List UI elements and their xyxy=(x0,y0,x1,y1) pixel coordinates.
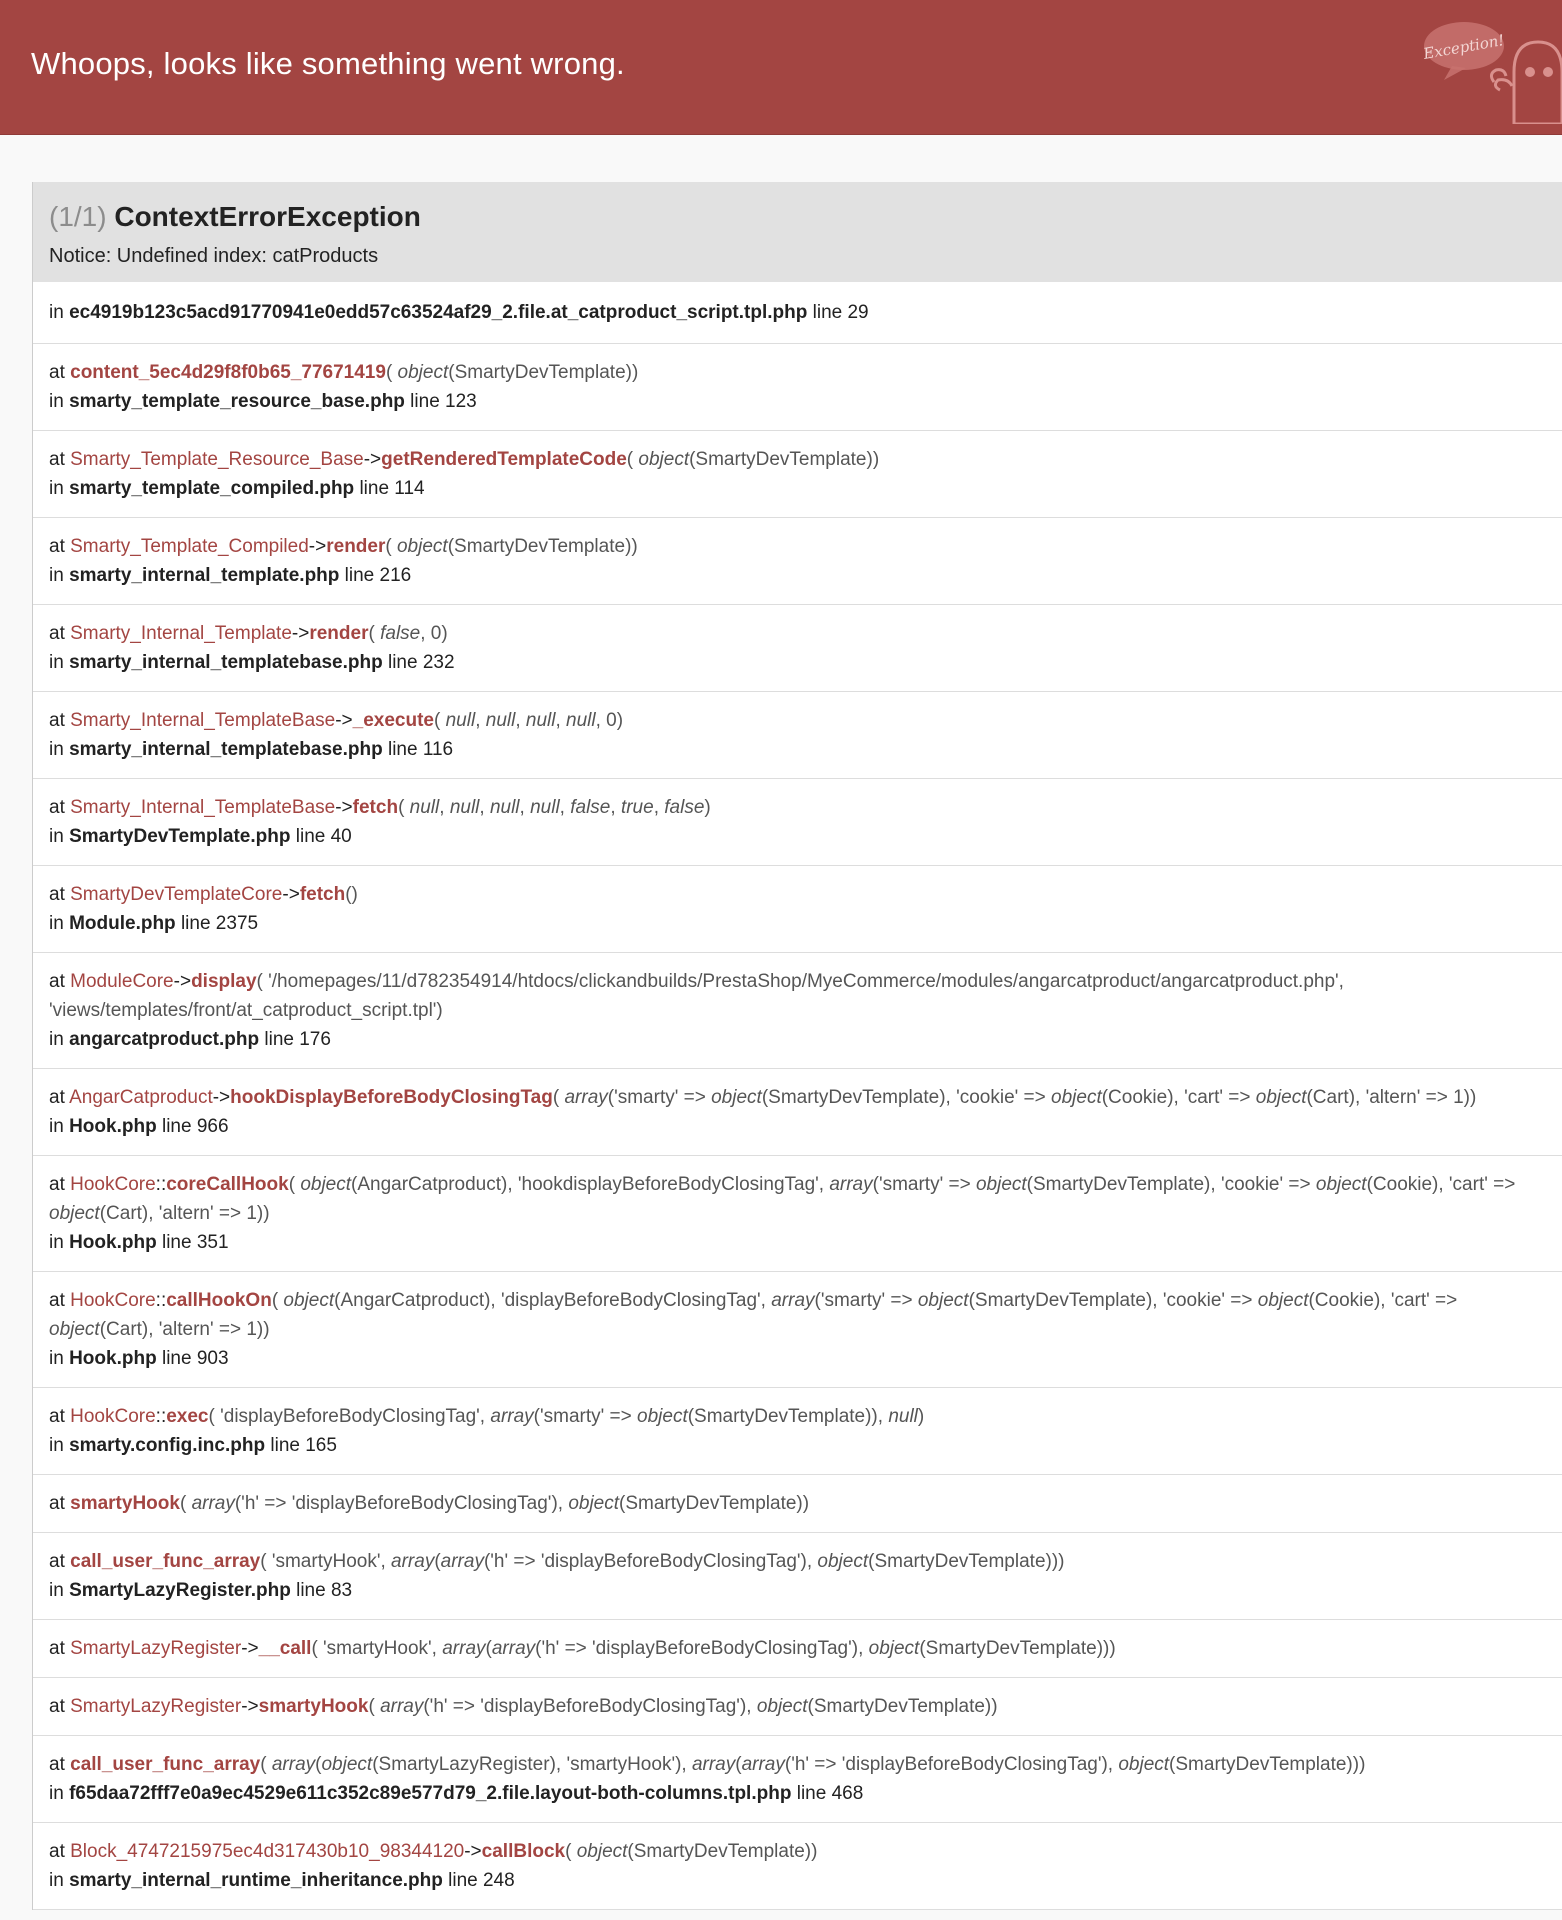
trace-method: coreCallHook xyxy=(166,1174,289,1195)
trace-line: line 903 xyxy=(156,1348,229,1369)
trace-row: at smartyHook( array('h' => 'displayBeforeBodyClosingTag'), object(SmartyDevTemplate)) xyxy=(33,1475,1562,1533)
trace-file: smarty.config.inc.php xyxy=(69,1435,266,1456)
trace-row: at Smarty_Internal_TemplateBase->fetch( null, null, null, null, false, true, false) in SmartyDevTemplate.php line 40 xyxy=(33,779,1562,866)
trace-origin: in ec4919b123c5acd91770941e0edd57c63524af29_2.file.at_catproduct_script.tpl.php line 29 xyxy=(33,282,1562,344)
trace-line: line 232 xyxy=(382,652,455,673)
trace-args: ( 'displayBeforeBodyClosingTag', array('smarty' => object(SmartyDevTemplate)), null) xyxy=(208,1406,925,1427)
trace-class: HookCore xyxy=(70,1406,156,1427)
trace-row: at SmartyLazyRegister->__call( 'smartyHook', array(array('h' => 'displayBeforeBodyClosingTag'), object(SmartyDevTemplate))) xyxy=(33,1620,1562,1678)
trace-row: at call_user_func_array( 'smartyHook', array(array('h' => 'displayBeforeBodyClosingTag'), object(SmartyDevTemplate))) in SmartyLazyRegister.php line 83 xyxy=(33,1533,1562,1620)
trace-line: line 966 xyxy=(156,1116,229,1137)
trace-file: Hook.php xyxy=(69,1116,157,1137)
trace-row: at SmartyDevTemplateCore->fetch() in Module.php line 2375 xyxy=(33,866,1562,953)
trace-file: angarcatproduct.php xyxy=(69,1029,260,1050)
trace-file: smarty_template_compiled.php xyxy=(69,478,355,499)
trace-file: smarty_template_resource_base.php xyxy=(69,391,405,412)
trace-class: Smarty_Internal_TemplateBase xyxy=(70,710,336,731)
trace-line: line 114 xyxy=(354,478,425,499)
trace-class: Smarty_Internal_TemplateBase xyxy=(70,797,336,818)
trace-row: at AngarCatproduct->hookDisplayBeforeBodyClosingTag( array('smarty' => object(SmartyDevTemplate), 'cookie' => object(Cookie), 'cart' => object(Cart), 'altern' => 1)) in Hook.php line 966 xyxy=(33,1069,1562,1156)
trace-file: smarty_internal_template.php xyxy=(69,565,340,586)
trace-method: callHookOn xyxy=(166,1290,272,1311)
trace-args: () xyxy=(345,884,358,905)
trace-args: ( object(SmartyDevTemplate)) xyxy=(565,1841,818,1862)
trace-args: ( object(AngarCatproduct), 'displayBeforeBodyClosingTag', array('smarty' => object(SmartyDevTemplate), 'cookie' => object(Cookie), 'cart' => object(Cart), 'altern' => 1)) xyxy=(49,1290,1458,1340)
trace-args: ( null, null, null, null, 0) xyxy=(434,710,624,731)
trace-class: Smarty_Template_Compiled xyxy=(70,536,309,557)
exception-panel xyxy=(32,182,1562,1910)
trace-method: call_user_func_array xyxy=(70,1754,261,1775)
trace-row: at ModuleCore->display( '/homepages/11/d782354914/htdocs/clickandbuilds/PrestaShop/MyeCommerce/modules/angarcatproduct/angarcatproduct.php', 'views/templates/front/at_catproduct_script.tpl') in angarcatproduct.php line 176 xyxy=(33,953,1562,1069)
trace-line: 29 xyxy=(847,302,869,323)
trace-row: at Smarty_Internal_TemplateBase->_execute( null, null, null, null, 0) in smarty_internal_templatebase.php line 116 xyxy=(33,692,1562,779)
trace-method: fetch xyxy=(299,884,346,905)
trace-args: ( array('h' => 'displayBeforeBodyClosingTag'), object(SmartyDevTemplate)) xyxy=(368,1696,998,1717)
trace-row: at HookCore::exec( 'displayBeforeBodyClosingTag', array('smarty' => object(SmartyDevTemplate)), null) in smarty.config.inc.php line 165 xyxy=(33,1388,1562,1475)
trace-line: line 2375 xyxy=(175,913,259,934)
trace-line: line 468 xyxy=(791,1783,864,1804)
trace-file: Hook.php xyxy=(69,1232,157,1253)
stack-trace xyxy=(33,282,1562,1910)
trace-class: HookCore xyxy=(70,1174,156,1195)
trace-line: line 116 xyxy=(382,739,454,760)
trace-args: ( 'smartyHook', array(array('h' => 'displayBeforeBodyClosingTag'), object(SmartyDevTemplate))) xyxy=(311,1638,1116,1659)
trace-args: ( null, null, null, null, false, true, false) xyxy=(398,797,711,818)
trace-file: f65daa72fff7e0a9ec4529e611c352c89e577d79_2.file.layout-both-columns.tpl.php xyxy=(69,1783,792,1804)
trace-class: Block_4747215975ec4d317430b10_98344120 xyxy=(70,1841,465,1862)
trace-line: line 83 xyxy=(290,1580,353,1601)
exception-header xyxy=(33,182,1562,282)
trace-method: smartyHook xyxy=(258,1696,369,1717)
trace-args: ( array(object(SmartyLazyRegister), 'smartyHook'), array(array('h' => 'displayBeforeBodyClosingTag'), object(SmartyDevTemplate))) xyxy=(260,1754,1366,1775)
trace-row: at Smarty_Template_Compiled->render( object(SmartyDevTemplate)) in smarty_internal_template.php line 216 xyxy=(33,518,1562,605)
trace-method: exec xyxy=(166,1406,209,1427)
trace-file: SmartyDevTemplate.php xyxy=(69,826,291,847)
trace-args: ( object(AngarCatproduct), 'hookdisplayBeforeBodyClosingTag', array('smarty' => object(SmartyDevTemplate), 'cookie' => object(Cookie), 'cart' => object(Cart), 'altern' => 1)) xyxy=(49,1174,1516,1224)
trace-method: fetch xyxy=(352,797,399,818)
trace-row: at Smarty_Internal_Template->render( false, 0) in smarty_internal_templatebase.php line 232 xyxy=(33,605,1562,692)
trace-class: ModuleCore xyxy=(70,971,174,992)
trace-method: hookDisplayBeforeBodyClosingTag xyxy=(230,1087,553,1108)
trace-class: HookCore xyxy=(70,1290,156,1311)
trace-args: ( array('smarty' => object(SmartyDevTemplate), 'cookie' => object(Cookie), 'cart' => object(Cart), 'altern' => 1)) xyxy=(552,1087,1477,1108)
trace-line: line 351 xyxy=(156,1232,229,1253)
trace-file: ec4919b123c5acd91770941e0edd57c63524af29_2.file.at_catproduct_script.tpl.php xyxy=(69,302,808,323)
trace-class: SmartyLazyRegister xyxy=(70,1696,242,1717)
trace-row: at call_user_func_array( array(object(SmartyLazyRegister), 'smartyHook'), array(array('h' => 'displayBeforeBodyClosingTag'), object(SmartyDevTemplate))) in f65daa72fff7e0a9ec4529e611c352c89e577d79_2.file.layout-both-columns.tpl.php line 468 xyxy=(33,1736,1562,1823)
trace-args: ( false, 0) xyxy=(368,623,448,644)
trace-class: Smarty_Template_Resource_Base xyxy=(70,449,364,470)
trace-class: AngarCatproduct xyxy=(69,1087,213,1108)
trace-line: line 165 xyxy=(265,1435,337,1456)
trace-row: at content_5ec4d29f8f0b65_77671419( object(SmartyDevTemplate)) in smarty_template_resource_base.php line 123 xyxy=(33,344,1562,431)
trace-row: at SmartyLazyRegister->smartyHook( array('h' => 'displayBeforeBodyClosingTag'), object(SmartyDevTemplate)) xyxy=(33,1678,1562,1736)
trace-args: ( array('h' => 'displayBeforeBodyClosingTag'), object(SmartyDevTemplate)) xyxy=(179,1493,810,1514)
trace-method: _execute xyxy=(352,710,434,731)
trace-class: SmartyDevTemplateCore xyxy=(70,884,283,905)
trace-method: content_5ec4d29f8f0b65_77671419 xyxy=(70,362,386,383)
exception-logo-text: Exception! xyxy=(1422,31,1506,63)
trace-class: Smarty_Internal_Template xyxy=(70,623,292,644)
exception-count: (1/1) xyxy=(49,201,107,232)
trace-method: render xyxy=(309,623,369,644)
trace-method: getRenderedTemplateCode xyxy=(381,449,627,470)
trace-method: callBlock xyxy=(481,1841,566,1862)
trace-args: ( object(SmartyDevTemplate)) xyxy=(385,536,638,557)
trace-file: SmartyLazyRegister.php xyxy=(69,1580,291,1601)
trace-row: at Smarty_Template_Resource_Base->getRenderedTemplateCode( object(SmartyDevTemplate)) in smarty_template_compiled.php line 114 xyxy=(33,431,1562,518)
page-title: Whoops, looks like something went wrong. xyxy=(31,46,625,81)
error-header xyxy=(0,0,1562,135)
trace-method: smartyHook xyxy=(70,1493,180,1514)
trace-method: render xyxy=(326,536,386,557)
trace-file: Hook.php xyxy=(69,1348,157,1369)
exception-message: Notice: Undefined index: catProducts xyxy=(49,245,379,267)
trace-args: ( object(SmartyDevTemplate)) xyxy=(626,449,880,470)
trace-args: ( object(SmartyDevTemplate)) xyxy=(385,362,639,383)
trace-class: SmartyLazyRegister xyxy=(70,1638,242,1659)
trace-line: line 123 xyxy=(404,391,477,412)
trace-file: Module.php xyxy=(69,913,176,934)
trace-method: call_user_func_array xyxy=(70,1551,261,1572)
trace-line: line 216 xyxy=(339,565,412,586)
trace-args: ( 'smartyHook', array(array('h' => 'displayBeforeBodyClosingTag'), object(SmartyDevTemplate))) xyxy=(260,1551,1065,1572)
trace-method: __call xyxy=(258,1638,312,1659)
trace-method: display xyxy=(191,971,257,992)
trace-line: line 248 xyxy=(442,1870,515,1891)
trace-row: at HookCore::callHookOn( object(AngarCatproduct), 'displayBeforeBodyClosingTag', array('smarty' => object(SmartyDevTemplate), 'cookie' => object(Cookie), 'cart' => object(Cart), 'altern' => 1)) in Hook.php line 903 xyxy=(33,1272,1562,1388)
exception-ghost-icon xyxy=(1422,14,1562,124)
trace-row: at Block_4747215975ec4d317430b10_98344120->callBlock( object(SmartyDevTemplate)) in smarty_internal_runtime_inheritance.php line 248 xyxy=(33,1823,1562,1910)
trace-line: line 176 xyxy=(259,1029,331,1050)
trace-file: smarty_internal_templatebase.php xyxy=(69,652,383,673)
trace-row: at HookCore::coreCallHook( object(AngarCatproduct), 'hookdisplayBeforeBodyClosingTag', array('smarty' => object(SmartyDevTemplate), 'cookie' => object(Cookie), 'cart' => object(Cart), 'altern' => 1)) in Hook.php line 351 xyxy=(33,1156,1562,1272)
trace-file: smarty_internal_templatebase.php xyxy=(69,739,383,760)
exception-name: ContextErrorException xyxy=(114,201,421,232)
trace-args: ( '/homepages/11/d782354914/htdocs/clickandbuilds/PrestaShop/MyeCommerce/modules/angarcatproduct/angarcatproduct.php', 'views/templates/front/at_catproduct_script.tpl') xyxy=(49,971,1344,1021)
trace-file: smarty_internal_runtime_inheritance.php xyxy=(69,1870,443,1891)
trace-line: line 40 xyxy=(290,826,352,847)
